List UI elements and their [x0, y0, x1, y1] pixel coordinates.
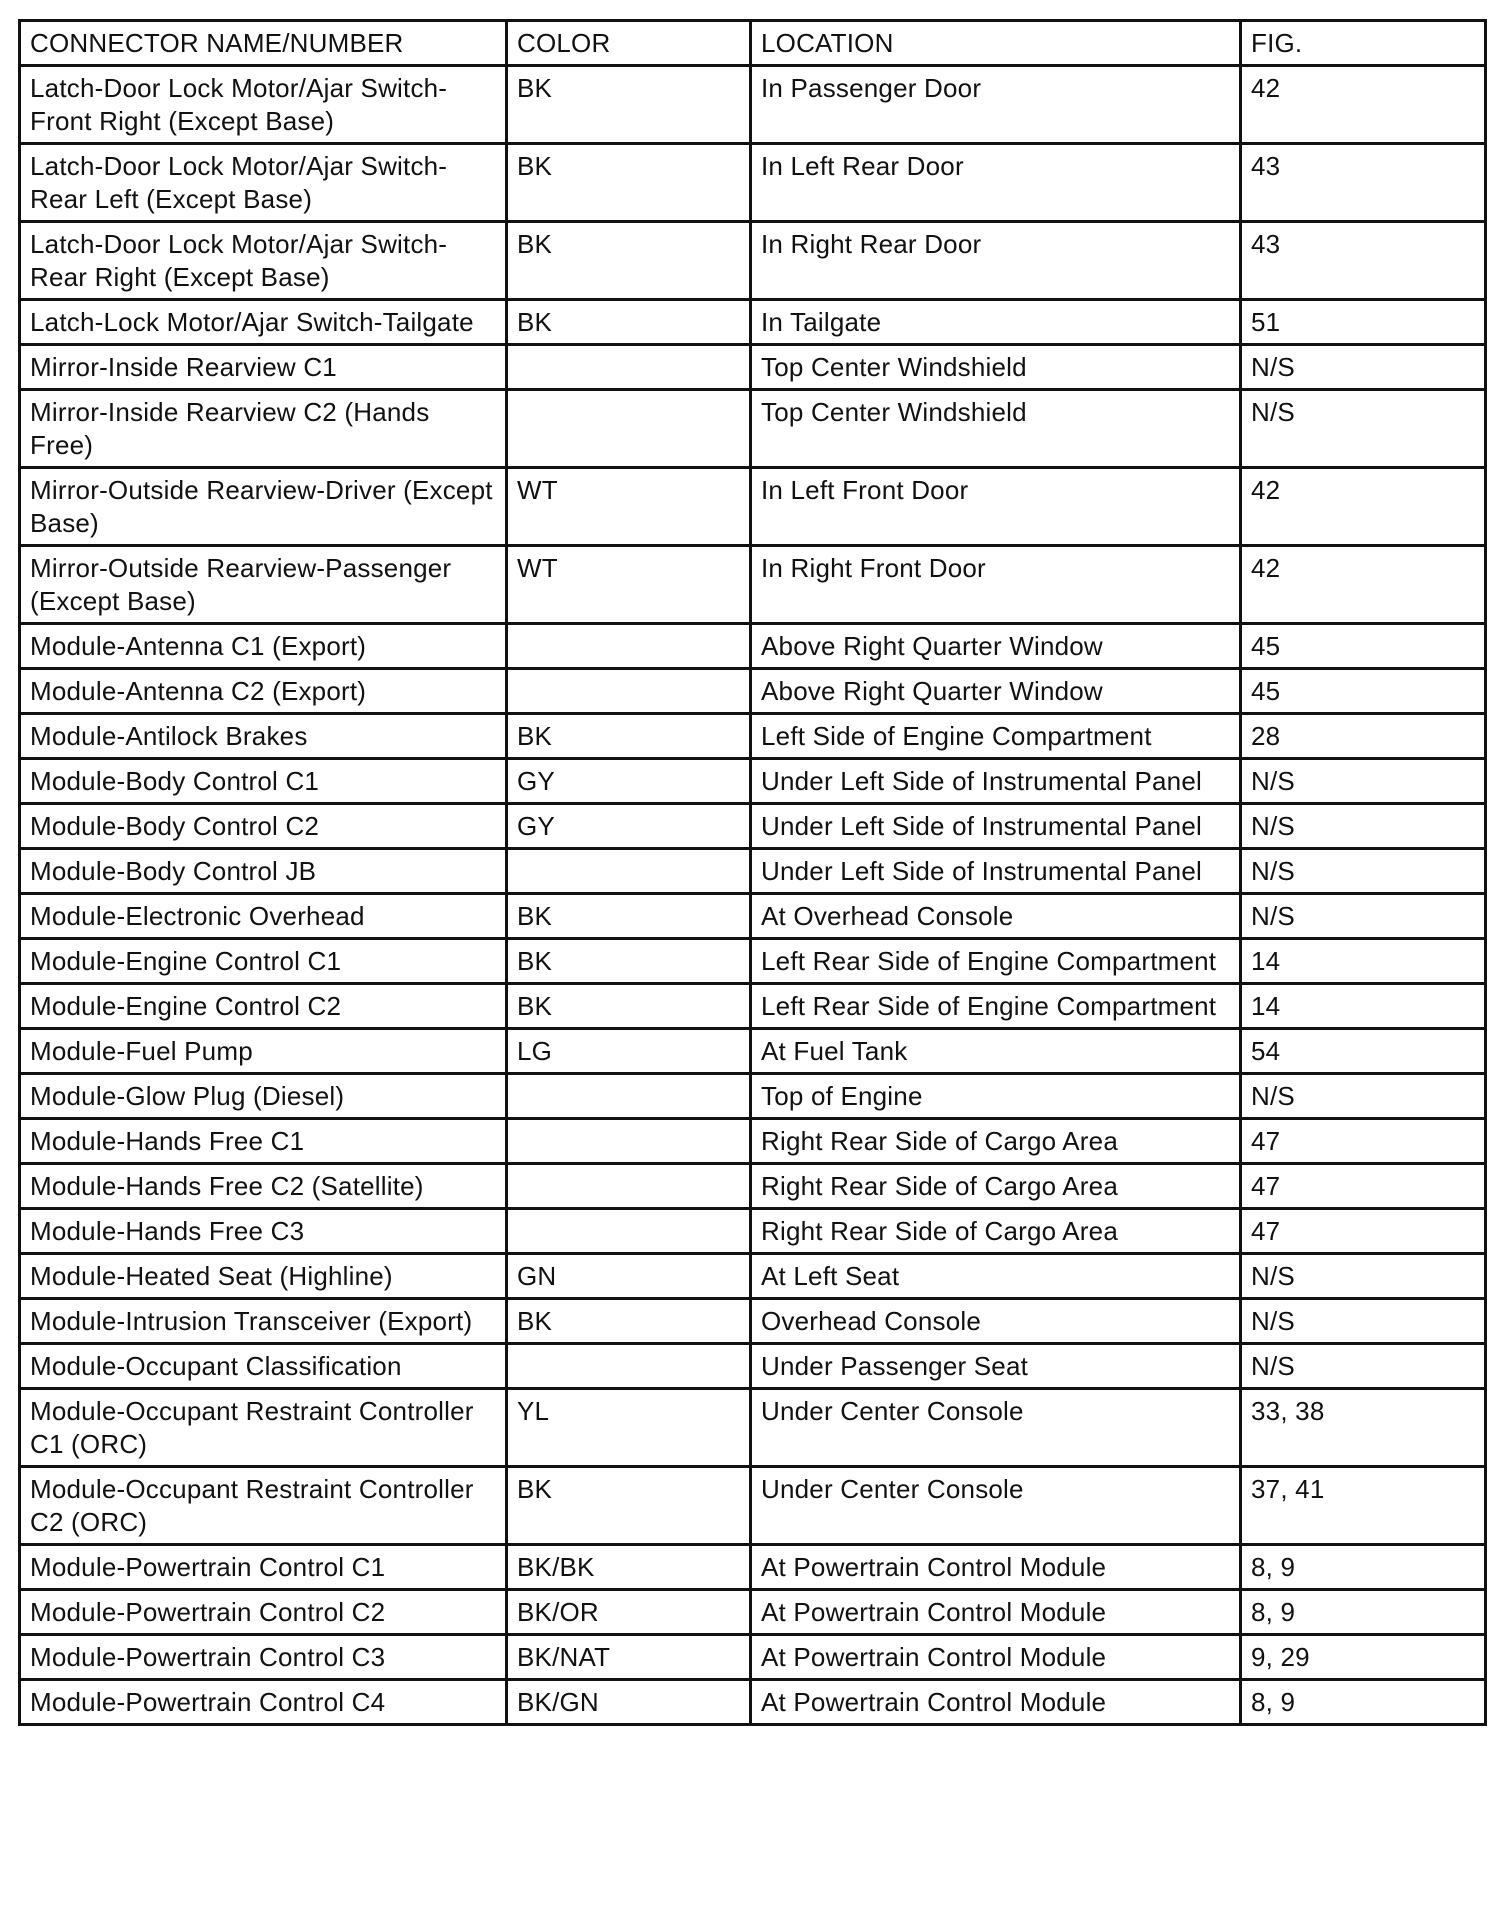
color-cell — [507, 669, 751, 714]
table-row — [20, 624, 1486, 669]
color-cell — [507, 1209, 751, 1254]
location-cell: In Passenger Door — [751, 66, 1241, 144]
connector-name-cell: Module-Antenna C2 (Export) — [20, 669, 507, 714]
fig-cell: 51 — [1241, 300, 1486, 345]
fig-cell: 8, 9 — [1241, 1590, 1486, 1635]
table-row — [20, 804, 1486, 849]
header-color: COLOR — [507, 21, 751, 66]
connector-name-cell: Module-Fuel Pump — [20, 1029, 507, 1074]
color-cell: BK — [507, 1299, 751, 1344]
table-row — [20, 1635, 1486, 1680]
table-row — [20, 1344, 1486, 1389]
fig-cell: 14 — [1241, 984, 1486, 1029]
location-cell: At Overhead Console — [751, 894, 1241, 939]
fig-cell: N/S — [1241, 1299, 1486, 1344]
color-cell: WT — [507, 468, 751, 546]
color-cell: LG — [507, 1029, 751, 1074]
table-row — [20, 669, 1486, 714]
location-cell: Top of Engine — [751, 1074, 1241, 1119]
color-cell: BK — [507, 894, 751, 939]
connector-table — [18, 19, 1487, 1726]
table-row — [20, 222, 1486, 300]
color-cell: BK — [507, 939, 751, 984]
color-cell: BK — [507, 714, 751, 759]
fig-cell: N/S — [1241, 759, 1486, 804]
table-row — [20, 300, 1486, 345]
fig-cell: 14 — [1241, 939, 1486, 984]
color-cell: BK/OR — [507, 1590, 751, 1635]
color-cell: BK — [507, 66, 751, 144]
location-cell: Overhead Console — [751, 1299, 1241, 1344]
fig-cell: 37, 41 — [1241, 1467, 1486, 1545]
fig-cell: 28 — [1241, 714, 1486, 759]
fig-cell: 47 — [1241, 1209, 1486, 1254]
color-cell — [507, 1164, 751, 1209]
connector-name-cell: Mirror-Outside Rearview-Passenger (Except Base) — [20, 546, 507, 624]
location-cell: In Left Rear Door — [751, 144, 1241, 222]
connector-name-cell: Module-Hands Free C2 (Satellite) — [20, 1164, 507, 1209]
table-row — [20, 849, 1486, 894]
connector-name-cell: Module-Powertrain Control C3 — [20, 1635, 507, 1680]
fig-cell: 45 — [1241, 669, 1486, 714]
color-cell: BK — [507, 984, 751, 1029]
connector-name-cell: Latch-Door Lock Motor/Ajar Switch-Front Right (Except Base) — [20, 66, 507, 144]
connector-name-cell: Module-Occupant Restraint Controller C2 (ORC) — [20, 1467, 507, 1545]
location-cell: Under Left Side of Instrumental Panel — [751, 849, 1241, 894]
location-cell: Under Passenger Seat — [751, 1344, 1241, 1389]
color-cell — [507, 1074, 751, 1119]
connector-name-cell: Module-Electronic Overhead — [20, 894, 507, 939]
color-cell: GY — [507, 759, 751, 804]
connector-name-cell: Module-Glow Plug (Diesel) — [20, 1074, 507, 1119]
location-cell: In Left Front Door — [751, 468, 1241, 546]
location-cell: In Right Front Door — [751, 546, 1241, 624]
table-row — [20, 1119, 1486, 1164]
connector-name-cell: Module-Occupant Restraint Controller C1 (ORC) — [20, 1389, 507, 1467]
connector-name-cell: Module-Engine Control C1 — [20, 939, 507, 984]
connector-name-cell: Module-Powertrain Control C4 — [20, 1680, 507, 1725]
location-cell: Top Center Windshield — [751, 345, 1241, 390]
location-cell: Left Rear Side of Engine Compartment — [751, 984, 1241, 1029]
connector-name-cell: Latch-Door Lock Motor/Ajar Switch-Rear Left (Except Base) — [20, 144, 507, 222]
fig-cell: N/S — [1241, 1344, 1486, 1389]
location-cell: Above Right Quarter Window — [751, 624, 1241, 669]
table-row — [20, 1074, 1486, 1119]
location-cell: At Powertrain Control Module — [751, 1590, 1241, 1635]
location-cell: Under Center Console — [751, 1467, 1241, 1545]
connector-name-cell: Module-Hands Free C1 — [20, 1119, 507, 1164]
fig-cell: 42 — [1241, 468, 1486, 546]
color-cell — [507, 1119, 751, 1164]
connector-name-cell: Module-Antilock Brakes — [20, 714, 507, 759]
connector-name-cell: Mirror-Inside Rearview C2 (Hands Free) — [20, 390, 507, 468]
location-cell: At Powertrain Control Module — [751, 1545, 1241, 1590]
location-cell: Right Rear Side of Cargo Area — [751, 1164, 1241, 1209]
table-header — [20, 21, 1486, 66]
color-cell: BK — [507, 300, 751, 345]
header-fig: FIG. — [1241, 21, 1486, 66]
table-row — [20, 759, 1486, 804]
fig-cell: 8, 9 — [1241, 1680, 1486, 1725]
fig-cell: 47 — [1241, 1119, 1486, 1164]
table-row — [20, 66, 1486, 144]
table-body — [20, 66, 1486, 1725]
table-row — [20, 390, 1486, 468]
color-cell: BK — [507, 222, 751, 300]
location-cell: At Left Seat — [751, 1254, 1241, 1299]
fig-cell: 8, 9 — [1241, 1545, 1486, 1590]
table-row — [20, 1029, 1486, 1074]
color-cell — [507, 624, 751, 669]
fig-cell: 45 — [1241, 624, 1486, 669]
color-cell: BK — [507, 144, 751, 222]
table-row — [20, 1389, 1486, 1467]
table-row — [20, 1680, 1486, 1725]
color-cell: YL — [507, 1389, 751, 1467]
color-cell: GN — [507, 1254, 751, 1299]
location-cell: At Fuel Tank — [751, 1029, 1241, 1074]
color-cell — [507, 345, 751, 390]
location-cell: Right Rear Side of Cargo Area — [751, 1209, 1241, 1254]
color-cell — [507, 390, 751, 468]
connector-name-cell: Module-Engine Control C2 — [20, 984, 507, 1029]
table-row — [20, 144, 1486, 222]
color-cell: BK/BK — [507, 1545, 751, 1590]
location-cell: Under Left Side of Instrumental Panel — [751, 804, 1241, 849]
fig-cell: N/S — [1241, 1254, 1486, 1299]
location-cell: At Powertrain Control Module — [751, 1635, 1241, 1680]
table-row — [20, 546, 1486, 624]
connector-name-cell: Module-Powertrain Control C2 — [20, 1590, 507, 1635]
table-row — [20, 468, 1486, 546]
table-row — [20, 1164, 1486, 1209]
table-row — [20, 1590, 1486, 1635]
connector-name-cell: Module-Body Control C1 — [20, 759, 507, 804]
color-cell: BK — [507, 1467, 751, 1545]
fig-cell: N/S — [1241, 804, 1486, 849]
location-cell: In Tailgate — [751, 300, 1241, 345]
location-cell: In Right Rear Door — [751, 222, 1241, 300]
location-cell: Right Rear Side of Cargo Area — [751, 1119, 1241, 1164]
fig-cell: 33, 38 — [1241, 1389, 1486, 1467]
header-row — [20, 21, 1486, 66]
table-row — [20, 984, 1486, 1029]
table-row — [20, 939, 1486, 984]
fig-cell: N/S — [1241, 894, 1486, 939]
fig-cell: 42 — [1241, 546, 1486, 624]
color-cell — [507, 849, 751, 894]
connector-name-cell: Latch-Door Lock Motor/Ajar Switch-Rear Right (Except Base) — [20, 222, 507, 300]
connector-name-cell: Module-Intrusion Transceiver (Export) — [20, 1299, 507, 1344]
fig-cell: N/S — [1241, 390, 1486, 468]
connector-name-cell: Module-Hands Free C3 — [20, 1209, 507, 1254]
connector-name-cell: Module-Antenna C1 (Export) — [20, 624, 507, 669]
connector-name-cell: Latch-Lock Motor/Ajar Switch-Tailgate — [20, 300, 507, 345]
color-cell: GY — [507, 804, 751, 849]
location-cell: Under Left Side of Instrumental Panel — [751, 759, 1241, 804]
fig-cell: N/S — [1241, 1074, 1486, 1119]
fig-cell: 9, 29 — [1241, 1635, 1486, 1680]
header-connector-name: CONNECTOR NAME/NUMBER — [20, 21, 507, 66]
connector-name-cell: Module-Body Control C2 — [20, 804, 507, 849]
fig-cell: 42 — [1241, 66, 1486, 144]
location-cell: Left Side of Engine Compartment — [751, 714, 1241, 759]
table-row — [20, 345, 1486, 390]
table-row — [20, 714, 1486, 759]
location-cell: Under Center Console — [751, 1389, 1241, 1467]
fig-cell: 43 — [1241, 144, 1486, 222]
location-cell: Left Rear Side of Engine Compartment — [751, 939, 1241, 984]
table-row — [20, 1254, 1486, 1299]
connector-name-cell: Module-Occupant Classification — [20, 1344, 507, 1389]
fig-cell: 47 — [1241, 1164, 1486, 1209]
connector-name-cell: Mirror-Outside Rearview-Driver (Except Base) — [20, 468, 507, 546]
connector-name-cell: Module-Body Control JB — [20, 849, 507, 894]
connector-name-cell: Module-Heated Seat (Highline) — [20, 1254, 507, 1299]
table-row — [20, 1545, 1486, 1590]
connector-name-cell: Module-Powertrain Control C1 — [20, 1545, 507, 1590]
fig-cell: N/S — [1241, 345, 1486, 390]
header-location: LOCATION — [751, 21, 1241, 66]
connector-name-cell: Mirror-Inside Rearview C1 — [20, 345, 507, 390]
table-row — [20, 894, 1486, 939]
color-cell: BK/GN — [507, 1680, 751, 1725]
fig-cell: 54 — [1241, 1029, 1486, 1074]
table-row — [20, 1209, 1486, 1254]
color-cell: WT — [507, 546, 751, 624]
color-cell — [507, 1344, 751, 1389]
fig-cell: N/S — [1241, 849, 1486, 894]
fig-cell: 43 — [1241, 222, 1486, 300]
color-cell: BK/NAT — [507, 1635, 751, 1680]
location-cell: Top Center Windshield — [751, 390, 1241, 468]
location-cell: Above Right Quarter Window — [751, 669, 1241, 714]
table-row — [20, 1299, 1486, 1344]
table-row — [20, 1467, 1486, 1545]
location-cell: At Powertrain Control Module — [751, 1680, 1241, 1725]
